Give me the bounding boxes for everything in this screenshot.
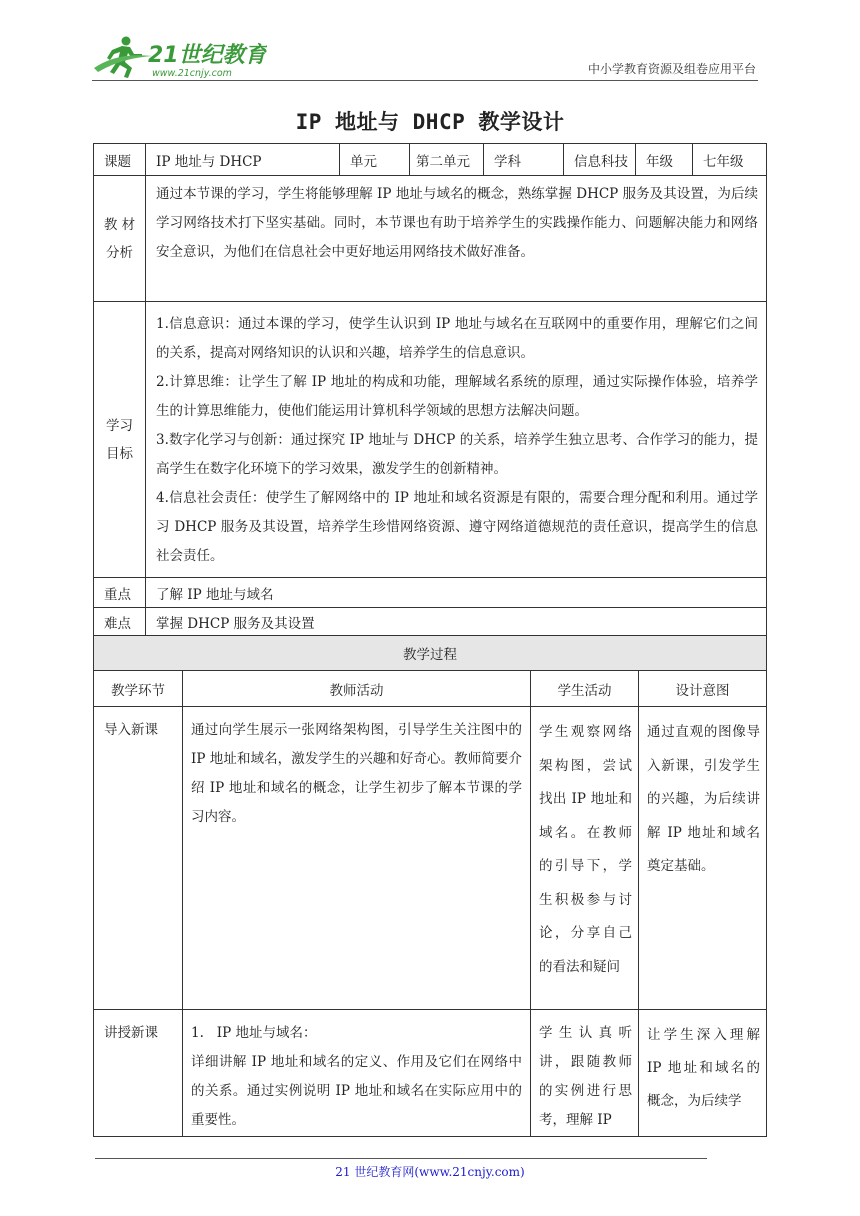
difficulty-text: 掌握 DHCP 服务及其设置 [146,608,767,637]
objectives-text [146,302,767,578]
platform-name: 中小学教育资源及组卷应用平台 [587,62,756,76]
objectives-label: 学习 目标 [94,302,146,578]
objective-item: 1.信息意识：通过本课的学习，使学生认识到 IP 地址与域名在互联网中的重要作用，理解它们之间的关系，提高对网络知识的认识和兴趣，培养学生的信息意识。 [156,316,758,361]
subject-label: 学科 [484,144,564,176]
teacher-activity-text: 详细讲解 IP 地址和域名的定义、作用及它们在网络中的关系。通过实例说明 IP 地址和域名在实际应用中的重要性。 [191,1054,522,1128]
process-banner: 教学过程 [94,636,767,671]
column-header: 教学环节 [94,671,183,707]
analysis-label: 教 材 分析 [94,176,146,302]
column-header: 学生活动 [531,671,639,707]
grade-value: 七年级 [693,144,767,176]
runner-icon [94,37,152,79]
footer-divider [95,1158,707,1159]
teacher-activity-heading: 1. IP 地址与域名： [191,1025,317,1041]
teacher-activity [183,1010,531,1137]
unit-label: 单元 [340,144,410,176]
logo-text: 21世纪教育 [148,43,267,68]
key-point-label: 重点 [94,578,146,608]
stage-cell: 导入新课 [94,707,183,1010]
analysis-text: 通过本节课的学习，学生将能够理解 IP 地址与域名的概念，熟练掌握 DHCP 服务及其设置，为后续学习网络技术打下坚实基础。同时，本节课也有助于培养学生的实践操作能力、问题解决能力和网络安全意识，为他们在信息社会中更好地运用网络技术做好准备。 [146,176,767,302]
stage-cell: 讲授新课 [94,1010,183,1137]
column-header: 设计意图 [639,671,767,707]
column-header: 教师活动 [183,671,531,707]
document-title: IP 地址与 DHCP 教学设计 [295,110,565,134]
subject-value: 信息科技 [564,144,636,176]
objective-item: 2.计算思维：让学生了解 IP 地址的构成和功能，理解域名系统的原理，通过实际操作体验，培养学生的计算思维能力，使他们能运用计算机科学领域的思想方法解决问题。 [156,374,758,419]
topic-value: IP 地址与 DHCP [146,144,340,176]
topic-label: 课题 [94,144,146,176]
logo-url: www.21cnjy.com [152,68,232,79]
unit-value: 第二单元 [410,144,484,176]
difficulty-label: 难点 [94,608,146,637]
footer-link[interactable]: 21 世纪教育网(www.21cnjy.com) [335,1165,525,1179]
student-activity: 学生认真听讲，跟随教师的实例进行思考，理解 IP [531,1010,639,1137]
grade-label: 年级 [636,144,693,176]
objective-item: 4.信息社会责任：使学生了解网络中的 IP 地址和域名资源是有限的，需要合理分配和利用。通过学习 DHCP 服务及其设置，培养学生珍惜网络资源、遵守网络道德规范的责任意识，提高学生的信息社会责任。 [156,490,758,564]
page-header [0,0,860,90]
logo [92,34,267,82]
objective-item: 3.数字化学习与创新：通过探究 IP 地址与 DHCP 的关系，培养学生独立思考、合作学习的能力，提高学生在数字化环境下的学习效果，激发学生的创新精神。 [156,432,758,477]
table-row [94,707,767,1010]
teacher-activity: 通过向学生展示一张网络架构图，引导学生关注图中的 IP 地址和域名，激发学生的兴趣和好奇心。教师简要介绍 IP 地址和域名的概念，让学生初步了解本节课的学习内容。 [183,707,531,1010]
design-intent: 通过直观的图像导入新课，引发学生的兴趣，为后续讲解 IP 地址和域名奠定基础。 [639,707,767,1010]
lesson-info-table [93,143,767,637]
header-divider [92,80,758,81]
teaching-process-table [93,635,767,1137]
student-activity: 学生观察网络架构图，尝试找出 IP 地址和域名。在教师的引导下，学生积极参与讨论，分享自己的看法和疑问 [531,707,639,1010]
key-point-text: 了解 IP 地址与域名 [146,578,767,608]
design-intent: 让学生深入理解 IP 地址和域名的概念，为后续学 [639,1010,767,1137]
table-row [94,1010,767,1137]
